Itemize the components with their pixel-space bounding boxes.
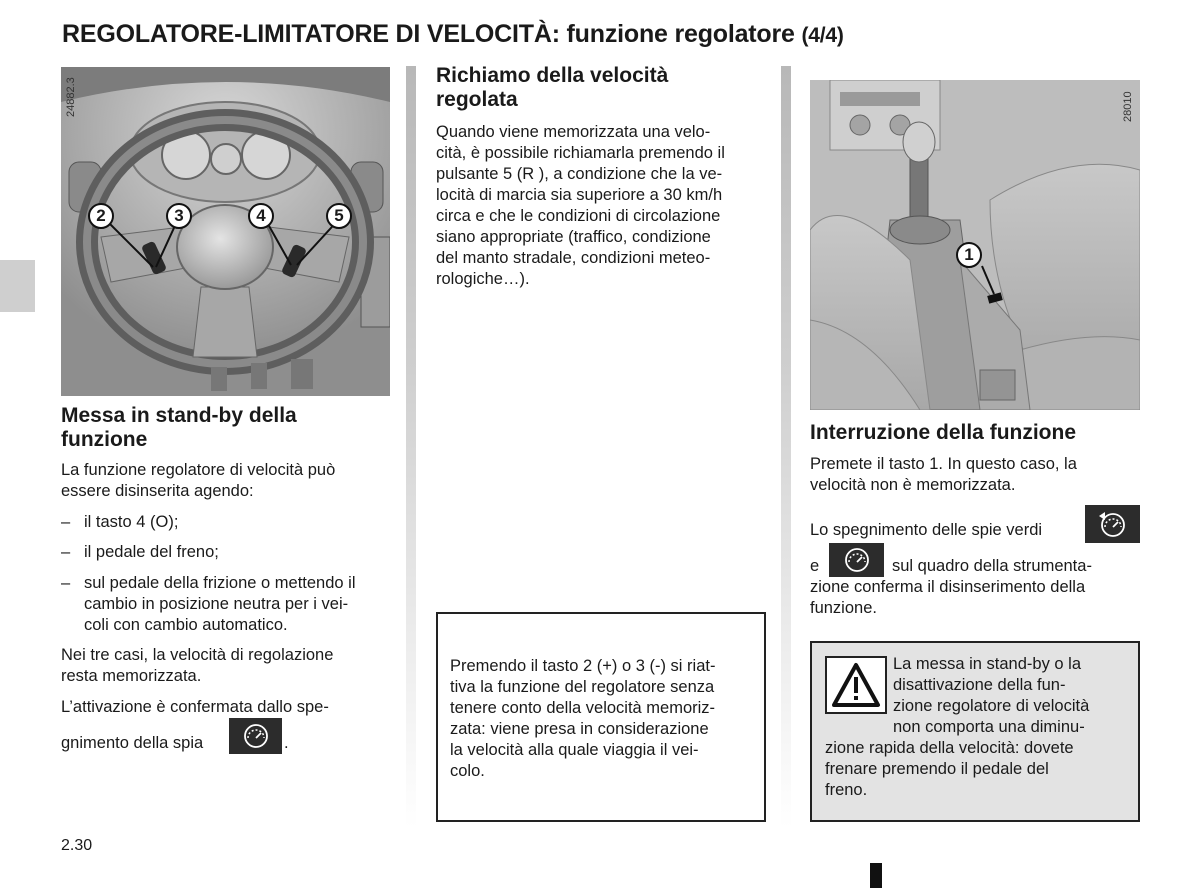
- reactivation-note-text: Premendo il tasto 2 (+) o 3 (-) si riat- tiva la funzione del regolatore senza tenere conto della velocità memoriz- zata: viene presa in considerazione la velocità alla quale viaggia il vei- colo.: [450, 657, 716, 780]
- figure-code-left: 24882.3: [65, 77, 77, 117]
- callout-2: 2: [88, 203, 114, 229]
- standby-heading: Messa in stand-by della funzione: [61, 404, 297, 451]
- page-title-part: (4/4): [801, 24, 844, 47]
- warning-text-short: La messa in stand-by o la disattivazione della fun- zione regolatore di velocità non comporta una diminu-: [893, 655, 1090, 736]
- speedometer-icon: [241, 723, 271, 749]
- page-number: 2.30: [61, 837, 93, 854]
- section-tab: [0, 260, 35, 312]
- page-title: [62, 20, 844, 49]
- callout-1: 1: [956, 242, 982, 268]
- interrupt-lamps-line-1: Lo spegnimento delle spie verdi: [810, 521, 1043, 539]
- interrupt-lamps-line-2: sul quadro della strumenta-: [892, 557, 1092, 575]
- interrupt-lamps-e: e: [810, 557, 820, 575]
- page-title-main: REGOLATORE-LIMITATORE DI VELOCITÀ: funzione regolatore: [62, 20, 795, 48]
- warning-triangle-icon: [825, 656, 887, 714]
- center-console-figure: [810, 80, 1140, 410]
- cruise-lamp-icon-bottom: [829, 543, 884, 577]
- interrupt-heading: Interruzione della funzione: [810, 421, 1077, 444]
- callout-3: 3: [166, 203, 192, 229]
- speedometer-icon-2: [842, 547, 872, 573]
- standby-memorized-text: Nei tre casi, la velocità di regolazione resta memorizzata.: [61, 646, 334, 685]
- warning-text-long: zione rapida della velocità: dovete frenare premendo il pedale del freno.: [825, 739, 1074, 799]
- interrupt-text: Premete il tasto 1. In questo caso, la velocità non è memorizzata.: [810, 455, 1077, 494]
- standby-intro: La funzione regolatore di velocità può essere disinserita agendo:: [61, 461, 336, 500]
- cruise-lamp-icon: [229, 718, 282, 754]
- figure-code-right: 28010: [1122, 91, 1134, 122]
- callout-4: 4: [248, 203, 274, 229]
- callout-5: 5: [326, 203, 352, 229]
- warning-box: [810, 641, 1140, 822]
- standby-confirmation-end: .: [284, 734, 289, 752]
- standby-bullet-3: – sul pedale della frizione o mettendo il cambio in posizione neutra per i vei- coli con cambio automatico.: [61, 574, 356, 634]
- standby-bullet-2: – il pedale del freno;: [61, 543, 219, 561]
- steering-wheel-figure: [61, 67, 390, 396]
- cruise-lamp-icon-top: [1085, 505, 1140, 543]
- reactivation-note-box: [436, 612, 766, 822]
- speedometer-arrow-icon: [1096, 510, 1130, 538]
- recall-text: Quando viene memorizzata una velo- cità, è possibile richiamarla premendo il pulsante 5 (R ), a condizione che la ve- locità di marcia sia superiore a 30 km/h circa e che le condizioni di circolazione siano appropriate (traffico, condizione del manto stradale, condizioni meteo- rologiche…).: [436, 123, 725, 288]
- column-rule-right: [781, 66, 791, 828]
- recall-heading: Richiamo della velocità regolata: [436, 64, 669, 111]
- steering-wheel-drawing: [61, 67, 390, 396]
- column-rule-left: [406, 66, 416, 828]
- standby-bullet-1: – il tasto 4 (O);: [61, 513, 179, 531]
- interrupt-lamps-rest: zione conferma il disinserimento della funzione.: [810, 578, 1086, 617]
- standby-confirmation-text: L’attivazione è confermata dallo spe-: [61, 698, 329, 716]
- standby-confirmation-text-2: gnimento della spia: [61, 734, 204, 752]
- page-edge-marker: [870, 863, 882, 888]
